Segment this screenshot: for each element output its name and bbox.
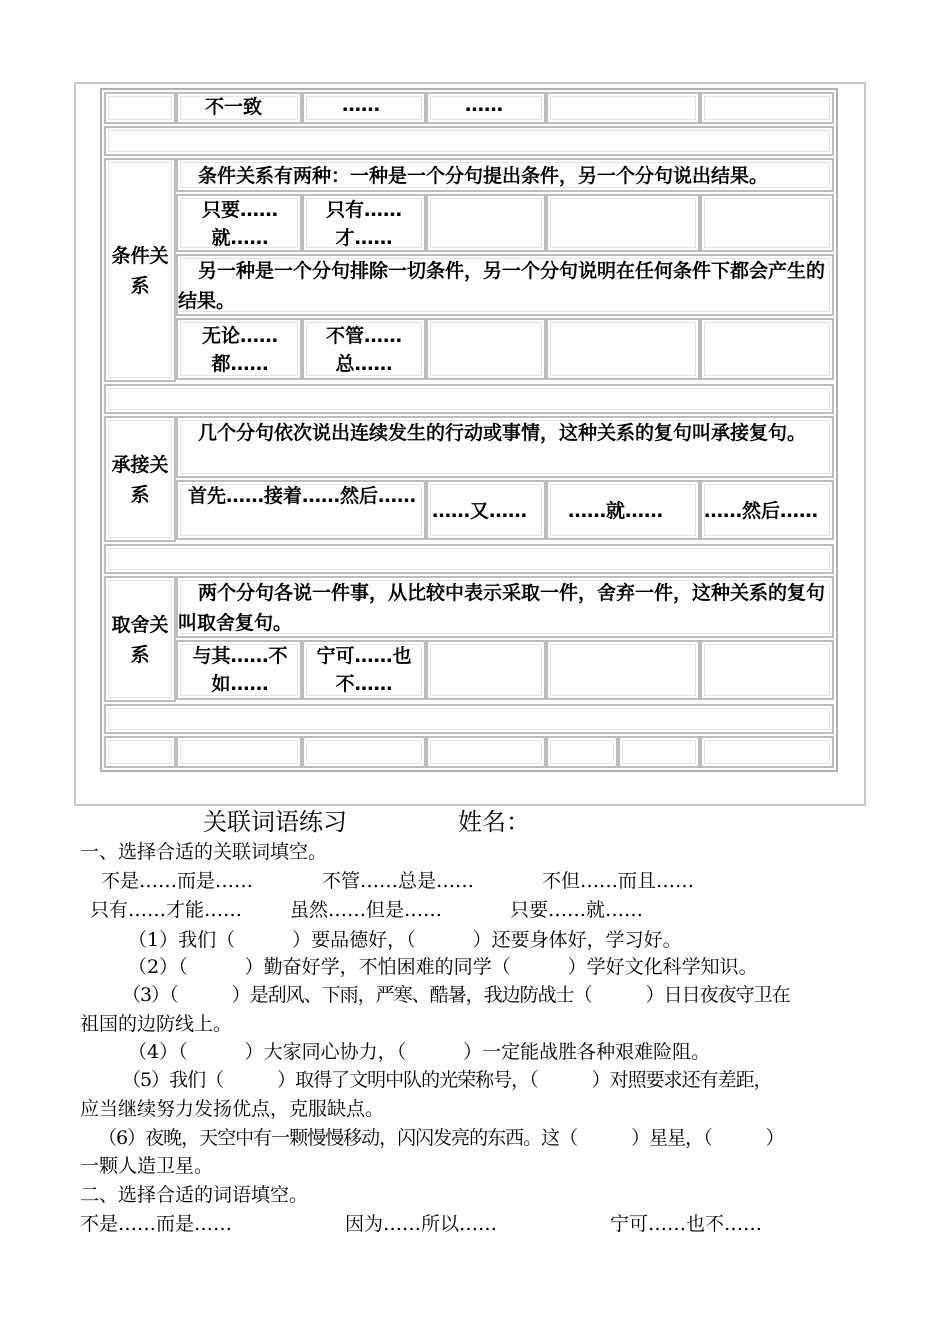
- question: 一颗人造卫星。: [80, 1155, 214, 1177]
- table-cell: [426, 736, 546, 768]
- table-cell: [546, 92, 700, 124]
- table-cell: [700, 640, 834, 700]
- table-cell: [426, 194, 546, 252]
- table-cell: [546, 640, 700, 700]
- worksheet-title: 关联词语练习: [203, 808, 347, 836]
- table-cell: [546, 736, 618, 768]
- choice-word: 宁可……也不……: [316, 645, 412, 695]
- condition-word: 只有……才……: [325, 199, 402, 249]
- question: （3）（ ）是刮风、下雨，严寒、酷暑，我边防战士（ ）日日夜夜守卫在: [122, 984, 790, 1006]
- table-cell: [700, 318, 834, 380]
- condition-word: 不管……总……: [325, 325, 402, 375]
- condition-label: 条件关系: [111, 245, 169, 297]
- question: （1）我们（ ）要品德好，（ ）还要身体好，学习好。: [128, 929, 682, 951]
- sequence-word: ……然后……: [704, 500, 819, 522]
- option-word: 宁可……也不……: [610, 1213, 763, 1235]
- question: （2）（ ）勤奋好学，不怕困难的同学（ ）学好文化科学知识。: [128, 956, 758, 978]
- section-heading: 二、选择合适的词语填空。: [80, 1184, 309, 1206]
- sequence-label: 承接关系: [111, 454, 169, 506]
- table-spacer-row: [104, 704, 834, 734]
- sequence-word: 首先……接着……然后……: [187, 485, 416, 507]
- table-cell: [176, 736, 302, 768]
- condition-desc-2: 另一种是一个分句排除一切条件，另一个分句说明在任何条件下都会产生的结果。: [178, 260, 826, 312]
- condition-desc-1: 条件关系有两种：一种是一个分句提出条件，另一个分句说出结果。: [198, 165, 769, 187]
- option-word: 不是……而是……: [101, 870, 254, 892]
- table-word: ……: [465, 94, 503, 116]
- name-label: 姓名：: [458, 808, 530, 836]
- question: 应当继续努力发扬优点，克服缺点。: [80, 1098, 385, 1120]
- choice-desc: 两个分句各说一件事，从比较中表示采取一件，舍弃一件，这种关系的复句叫取舍复句。: [178, 582, 826, 634]
- question: （6）夜晚，天空中有一颗慢慢移动，闪闪发亮的东西。这（ ）星星，（ ）: [98, 1127, 784, 1149]
- table-word: 不一致: [205, 96, 263, 118]
- option-word: 只要……就……: [510, 899, 644, 921]
- table-cell: [700, 736, 834, 768]
- condition-word: 只要……就……: [201, 199, 278, 249]
- table-cell: [700, 92, 834, 124]
- condition-word: 无论……都……: [201, 325, 278, 375]
- question: （4）（ ）大家同心协力，（ ）一定能战胜各种艰难险阻。: [128, 1041, 711, 1063]
- table-spacer-row: [104, 126, 834, 156]
- question: 祖国的边防线上。: [80, 1013, 233, 1035]
- table-cell: [546, 318, 700, 380]
- table-cell: [302, 736, 426, 768]
- table-spacer-row: [104, 544, 834, 574]
- table-cell: [104, 92, 176, 124]
- table-cell: [546, 194, 700, 252]
- sequence-desc: 几个分句依次说出连续发生的行动或事情，这种关系的复句叫承接复句。: [198, 422, 807, 444]
- option-word: 因为……所以……: [345, 1213, 498, 1235]
- table-spacer-row: [104, 384, 834, 414]
- sequence-word: ……又……: [432, 500, 528, 522]
- option-word: 只有……才能……: [90, 899, 243, 921]
- table-word: ……: [342, 94, 380, 116]
- question: （5）我们（ ）取得了文明中队的光荣称号，（ ）对照要求还有差距，: [122, 1069, 772, 1091]
- table-cell: [426, 318, 546, 380]
- choice-word: 与其……不如……: [192, 645, 288, 695]
- table-cell: [700, 194, 834, 252]
- option-word: 虽然……但是……: [290, 899, 443, 921]
- sequence-word: ……就……: [568, 500, 664, 522]
- option-word: 不是……而是……: [80, 1213, 233, 1235]
- table-cell: [104, 736, 176, 768]
- table-cell: [618, 736, 700, 768]
- section-heading: 一、选择合适的关联词填空。: [80, 841, 328, 863]
- option-word: 不管……总是……: [322, 870, 475, 892]
- option-word: 不但……而且……: [542, 870, 695, 892]
- table-cell: [426, 640, 546, 700]
- choice-label: 取舍关系: [111, 614, 169, 666]
